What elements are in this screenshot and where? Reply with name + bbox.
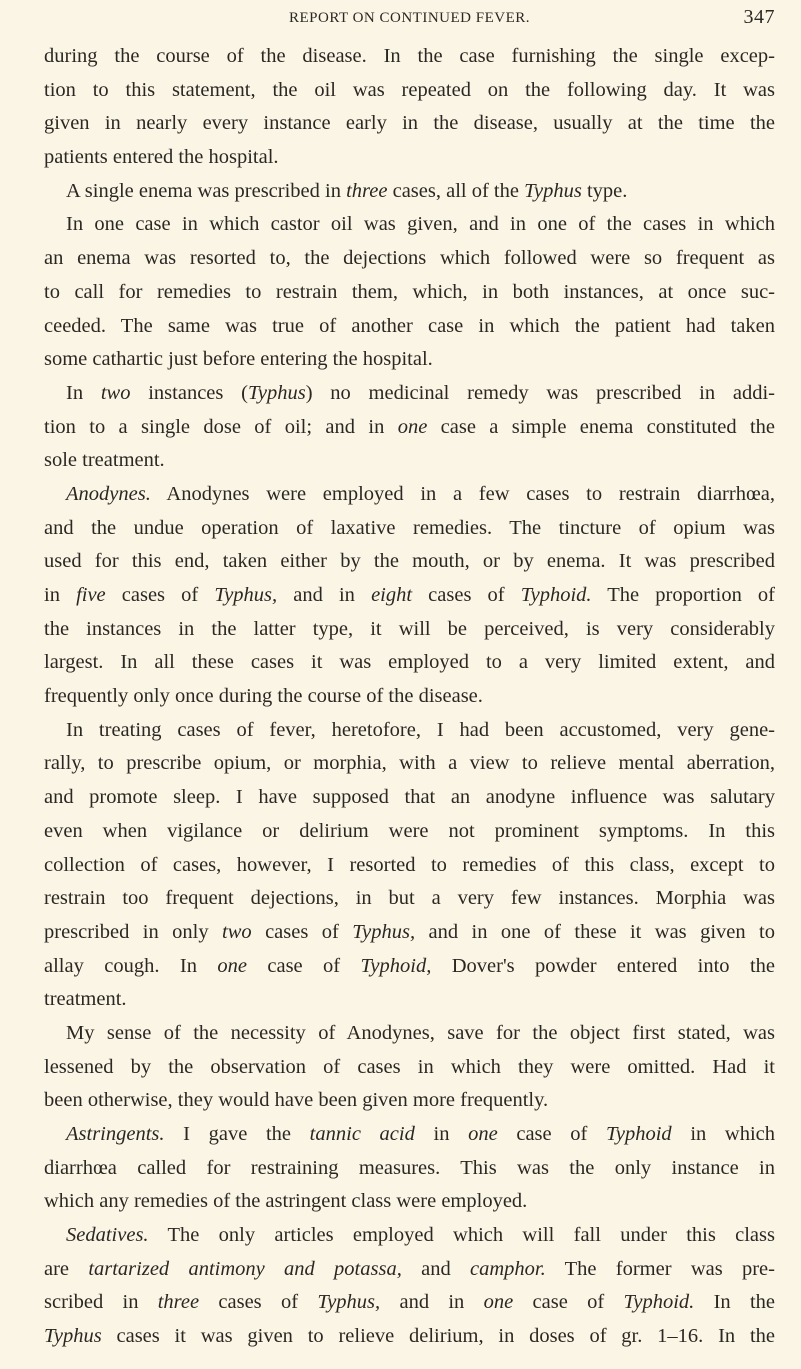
text-line (44, 411, 775, 445)
italic-text: Typhus (247, 381, 306, 404)
text-run: used for this end, taken either by the mouth, or by enema. It was prescribed (44, 550, 775, 573)
text-run: In the (694, 1291, 775, 1314)
text-run: diarrhœa called for restraining measures. This was the only instance in (44, 1156, 775, 1179)
text-line (44, 175, 775, 209)
text-run: The proportion of (591, 584, 776, 606)
text-run: lessened by the observation of cases in which they were omitted. Had it (44, 1055, 775, 1078)
text-run: scribed in (44, 1291, 158, 1314)
text-run: cases it was given to relieve delirium, in doses of gr. 1–16. In the (101, 1325, 775, 1348)
text-run: My sense of the necessity of Anodynes, save for the object first stated, was (66, 1021, 775, 1044)
text-run: In (66, 381, 101, 404)
text-line (44, 1253, 775, 1287)
text-line (44, 343, 775, 377)
text-run: In treating cases of fever, heretofore, I had been accustomed, very gene- (66, 718, 775, 741)
text-run: restrain too frequent dejections, in but a very few instances. Morphia was (44, 887, 775, 910)
text-line (44, 1185, 775, 1219)
text-run: tion to a single dose of oil; and in (44, 415, 398, 438)
text-line (44, 1118, 775, 1152)
italic-text: Sedatives. (66, 1224, 149, 1247)
text-line (44, 444, 775, 478)
text-run: case of (513, 1291, 624, 1314)
italic-text: Typhus, (214, 584, 278, 606)
italic-text: Typhus (44, 1325, 102, 1348)
text-run: In one case in which castor oil was given, and in one of the cases in which (66, 213, 775, 236)
text-line (44, 107, 775, 141)
text-run: which any remedies of the astringent class were employed. (44, 1190, 528, 1213)
text-run: I gave the (164, 1123, 310, 1145)
text-line (44, 74, 775, 108)
text-line (44, 1152, 775, 1186)
text-run: and in (380, 1291, 484, 1314)
text-run: tion to this statement, the oil was repeated on the following day. It was (44, 78, 775, 101)
text-line (44, 276, 775, 310)
italic-text: Typhoid. (623, 1291, 695, 1314)
text-run: patients entered the hospital. (44, 146, 279, 169)
text-line (44, 950, 775, 984)
text-line (44, 613, 775, 647)
italic-text: two (222, 920, 252, 943)
italic-text: five (76, 584, 106, 606)
italic-text: Typhus, (352, 920, 416, 943)
body-text (44, 40, 775, 1354)
text-line (44, 1017, 775, 1051)
text-run: and in (277, 584, 372, 606)
text-line (44, 478, 775, 512)
text-run: frequently only once during the course of the disease. (44, 685, 483, 708)
text-line (44, 882, 775, 916)
text-run: largest. In all these cases it was employed to a very limited extent, and (44, 651, 775, 674)
text-line (44, 983, 775, 1017)
text-run: even when vigilance or delirium were not prominent symptoms. In this (44, 819, 775, 842)
text-run: case of (246, 954, 361, 977)
text-run: the instances in the latter type, it will be perceived, is very considerably (44, 617, 775, 640)
italic-text: one (468, 1123, 498, 1145)
italic-text: one (217, 954, 247, 977)
italic-text: three (157, 1291, 200, 1314)
text-run: cases of (412, 584, 521, 606)
italic-text: one (483, 1291, 514, 1314)
text-line (44, 747, 775, 781)
text-line (44, 512, 775, 546)
italic-text: tartarized antimony and potassa, (88, 1257, 402, 1280)
text-run: treatment. (44, 988, 127, 1011)
italic-text: tannic acid (309, 1123, 415, 1145)
text-run: allay cough. In (44, 954, 218, 977)
text-run: are (44, 1257, 89, 1280)
italic-text: Typhoid (605, 1123, 672, 1145)
text-run: The former was pre- (545, 1257, 775, 1280)
text-line (44, 1051, 775, 1085)
text-run: an enema was resorted to, the dejections which followed were so frequent as (44, 247, 775, 270)
text-line (44, 849, 775, 883)
text-run: and (401, 1257, 470, 1280)
text-line (44, 40, 775, 74)
text-run: type. (581, 179, 628, 202)
text-line (44, 377, 775, 411)
text-run: cases of (199, 1291, 318, 1314)
text-line (44, 1286, 775, 1320)
text-line (44, 545, 775, 579)
text-run: cases of (105, 584, 215, 606)
text-run: been otherwise, they would have been given more frequently. (44, 1089, 549, 1112)
text-run: Dover's powder entered into the (431, 954, 775, 977)
italic-text: two (100, 381, 131, 404)
italic-text: one (397, 415, 428, 438)
italic-text: Astringents. (66, 1123, 165, 1145)
text-line (44, 242, 775, 276)
text-run: ) no medicinal remedy was prescribed in addi- (305, 381, 775, 404)
text-line (44, 1219, 775, 1253)
text-run: instances ( (130, 381, 248, 404)
text-run: case of (497, 1123, 606, 1145)
running-header (44, 6, 775, 32)
text-run: in (414, 1123, 469, 1145)
text-line (44, 1084, 775, 1118)
text-run: and the undue operation of laxative remedies. The tincture of opium was (44, 516, 775, 539)
text-run: case a simple enema constituted the (427, 415, 775, 438)
text-line (44, 916, 775, 950)
text-run: and in one of these it was given to (415, 920, 775, 943)
text-line (44, 714, 775, 748)
text-run: in which (671, 1123, 775, 1145)
text-line (44, 646, 775, 680)
italic-text: Typhoid. (520, 584, 592, 606)
text-run: prescribed in only (44, 920, 223, 943)
italic-text: Typhus, (317, 1291, 381, 1314)
text-line (44, 310, 775, 344)
text-line (44, 815, 775, 849)
running-title: REPORT ON CONTINUED FEVER. (289, 10, 530, 26)
text-run: ceeded. The same was true of another case in which the patient had taken (44, 314, 775, 337)
text-line (44, 208, 775, 242)
text-line (44, 579, 775, 613)
text-run: cases, all of the (387, 179, 525, 202)
text-run: cases of (251, 920, 353, 943)
italic-text: eight (371, 584, 413, 606)
italic-text: three (346, 179, 388, 202)
text-run: sole treatment. (44, 449, 165, 472)
italic-text: Typhoid, (360, 954, 432, 977)
text-run: rally, to prescribe opium, or morphia, with a view to relieve mental aberration, (44, 752, 775, 775)
text-run: to call for remedies to restrain them, which, in both instances, at once suc- (44, 280, 775, 303)
italic-text: camphor. (469, 1257, 546, 1280)
text-run: given in nearly every instance early in the disease, usually at the time the (44, 112, 775, 135)
text-run: A single enema was prescribed in (66, 179, 347, 202)
text-run: in (44, 584, 77, 606)
italic-text: Typhus (524, 179, 582, 202)
text-run: The only articles employed which will fall under this class (148, 1224, 775, 1247)
text-run: collection of cases, however, I resorted to remedies of this class, except to (44, 853, 775, 876)
text-line (44, 680, 775, 714)
italic-text: Anodynes. (66, 482, 151, 505)
text-run: and promote sleep. I have supposed that an anodyne influence was salutary (44, 786, 775, 809)
text-line (44, 141, 775, 175)
text-line (44, 1320, 775, 1354)
text-run: some cathartic just before entering the hospital. (44, 348, 433, 371)
page-number: 347 (743, 6, 775, 28)
text-line (44, 781, 775, 815)
text-run: Anodynes were employed in a few cases to restrain diarrhœa, (150, 482, 775, 505)
text-run: during the course of the disease. In the case furnishing the single excep- (44, 45, 775, 67)
